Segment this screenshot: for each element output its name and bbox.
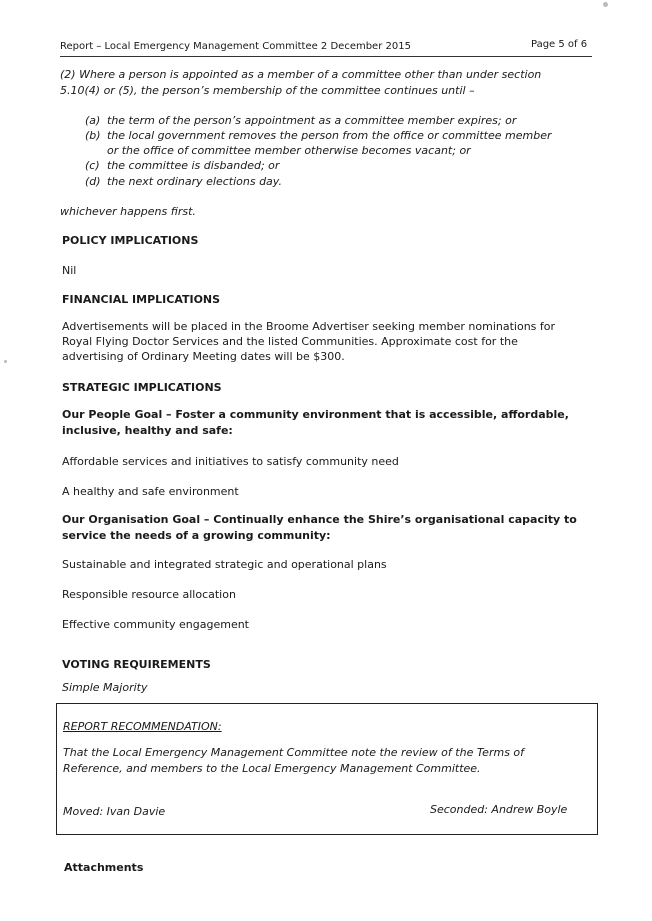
- people-goal-line-2: inclusive, healthy and safe:: [62, 424, 233, 437]
- clause-intro-line-2: 5.10(4) or (5), the person’s membership of the committee continues until –: [60, 84, 475, 97]
- list-item-a: the term of the person’s appointment as a committee member expires; or: [107, 114, 517, 127]
- financial-line-2: Royal Flying Doctor Services and the listed Communities. Approximate cost for the: [62, 335, 518, 348]
- financial-line-1: Advertisements will be placed in the Broome Advertiser seeking member nominations for: [62, 320, 556, 333]
- page-number: Page 5 of 6: [531, 39, 588, 50]
- list-marker-d: (d): [85, 175, 101, 188]
- attachments-heading: Attachments: [64, 861, 144, 874]
- strategic-item-affordable: Affordable services and initiatives to satisfy community need: [62, 455, 399, 468]
- strategic-item-responsible: Responsible resource allocation: [62, 588, 236, 601]
- header-divider: [60, 56, 592, 57]
- report-header-title: Report – Local Emergency Management Committee 2 December 2015: [60, 41, 411, 52]
- list-marker-a: (a): [85, 114, 101, 127]
- seconded-by: Seconded: Andrew Boyle: [430, 803, 568, 816]
- recommendation-line-1: That the Local Emergency Management Committee note the review of the Terms of: [63, 746, 525, 759]
- list-item-b-line-1: the local government removes the person from the office or committee member: [107, 129, 552, 142]
- list-item-b-line-2: or the office of committee member otherwise becomes vacant; or: [107, 144, 471, 157]
- clause-intro-line-1: (2) Where a person is appointed as a member of a committee other than under section: [60, 68, 542, 81]
- financial-line-3: advertising of Ordinary Meeting dates will be $300.: [62, 350, 345, 363]
- list-item-c: the committee is disbanded; or: [107, 159, 280, 172]
- scan-mark: [4, 360, 7, 363]
- strategic-item-engagement: Effective community engagement: [62, 618, 249, 631]
- organisation-goal-line-2: service the needs of a growing community:: [62, 529, 331, 542]
- whichever-text: whichever happens first.: [60, 205, 196, 218]
- policy-text: Nil: [62, 264, 77, 277]
- moved-by: Moved: Ivan Davie: [63, 805, 166, 818]
- list-marker-c: (c): [85, 159, 100, 172]
- recommendation-heading: REPORT RECOMMENDATION:: [63, 720, 222, 733]
- voting-text: Simple Majority: [62, 681, 148, 694]
- policy-heading: POLICY IMPLICATIONS: [62, 234, 199, 247]
- scan-mark: [603, 2, 608, 7]
- strategic-item-sustainable: Sustainable and integrated strategic and operational plans: [62, 558, 387, 571]
- strategic-item-healthy: A healthy and safe environment: [62, 485, 239, 498]
- organisation-goal-line-1: Our Organisation Goal – Continually enhance the Shire’s organisational capacity to: [62, 513, 577, 526]
- financial-heading: FINANCIAL IMPLICATIONS: [62, 293, 221, 306]
- list-marker-b: (b): [85, 129, 101, 142]
- strategic-heading: STRATEGIC IMPLICATIONS: [62, 381, 222, 394]
- list-item-d: the next ordinary elections day.: [107, 175, 282, 188]
- voting-heading: VOTING REQUIREMENTS: [62, 658, 211, 671]
- recommendation-line-2: Reference, and members to the Local Emergency Management Committee.: [63, 762, 481, 775]
- people-goal-line-1: Our People Goal – Foster a community environment that is accessible, affordable,: [62, 408, 569, 421]
